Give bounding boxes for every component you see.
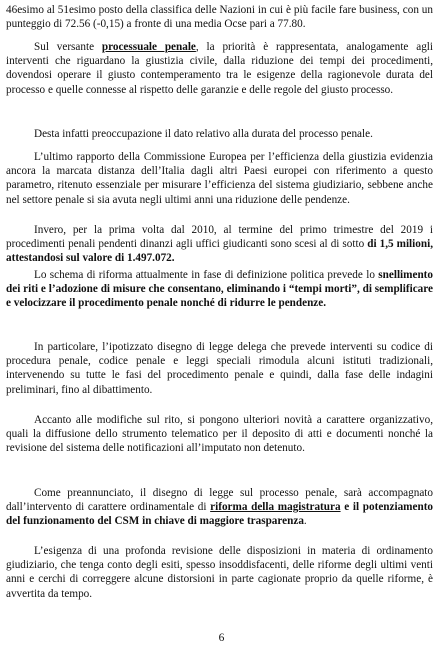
emphasis-simplification: snellimento dei riti e l’adozione di misure che consentano, eliminando i “tempi morti”, di semplificare e velocizzare il procedimento penale nonché di ridurre le pendenze. [6, 269, 433, 310]
paragraph-pending-cases: Invero, per la prima volta dal 2010, al termine del primo trimestre del 2019 i procedimenti penali pendenti dinanzi agli uffici giudicanti sono scesi al di sotto di 1,5 milioni, attestandosi sul valore di 1.497.072. [6, 224, 433, 265]
emphasis-riforma-magistratura: riforma della magistratura [210, 501, 341, 514]
paragraph-ordinamento-revision: L’esigenza di una profonda revisione delle disposizioni in materia di ordinamento giudiziario, che tenga conto degli esiti, spesso insoddisfacenti, delle riforme degli ultimi venti anni e cerchi di correggere alcune distorsioni in parte cagionate proprio da quelle riforme, è avvertita da tempo. [6, 545, 433, 600]
page-number: 6 [218, 632, 225, 644]
paragraph-eu-report: L’ultimo rapporto della Commissione Europea per l’efficienza della giustizia evidenzia ancora la marcata distanza dell’Italia dagli altri Paesi europei con riferimento a questo parametro, ritenuto essenziale per misurare l’efficienza del sistema giudiziario, sebbene anche nel settore penale si sia avuta negli ultimi anni una riduzione delle pendenze. [6, 151, 433, 206]
emphasis-processuale-penale: processuale penale [101, 41, 196, 53]
paragraph-duration-concern: Desta infatti preoccupazione il dato relativo alla durata del processo penale. [34, 128, 373, 140]
paragraph-delegation-bill: In particolare, l’ipotizzato disegno di legge delega che prevede interventi su codice di procedura penale, codice penale e leggi speciali rimodula alcuni istituti tradizionali, intervenendo su tutte le fasi del procedimento penale e quindi, dalla fase delle indagini preliminari, fino al dibattimento. [6, 341, 433, 396]
paragraph-organizational-changes: Accanto alle modifiche sul rito, si pongono ulteriori novità a carattere organizzativo, quali la diffusione dello strumento telematico per il deposito di atti e documenti nonché la revisione del sistema delle notificazioni all’imputato non detenuto. [6, 414, 433, 455]
paragraph-intro-continuation: 46esimo al 51esimo posto della classifica delle Nazioni in cui è più facile fare business, con un punteggio di 72.56 (-0,15) a fronte di una media Ocse pari a 77.80. [6, 4, 433, 31]
emphasis-csm: e il potenziamento del funzionamento del CSM in chiave di maggiore trasparenza [6, 501, 434, 528]
paragraph-judiciary-reform: Come preannunciato, il disegno di legge sul processo penale, sarà accompagnato dall’intervento di carattere ordinamentale di riforma della magistratura e il potenziamento del funzionamento del CSM in chiave di maggiore trasparenza. [6, 487, 434, 528]
emphasis-pending-figure: di 1,5 milioni, attestandosi sul valore di 1.497.072. [6, 238, 433, 265]
paragraph-criminal-procedure: Sul versante processuale penale, la priorità è rappresentata, analogamente agli interventi che riguardano la giustizia civile, dalla riduzione dei tempi dei procedimenti, dovendosi operare il giusto contemperamento tra le esigenze della ragionevole durata del processo e quelle connesse al rispetto delle garanzie e delle regole del giusto processo. [6, 41, 434, 96]
paragraph-reform-scheme: Lo schema di riforma attualmente in fase di definizione politica prevede lo snellimento dei riti e l’adozione di misure che consentano, eliminando i “tempi morti”, di semplificare e velocizzare il procedimento penale nonché di ridurre le pendenze. [6, 269, 433, 310]
